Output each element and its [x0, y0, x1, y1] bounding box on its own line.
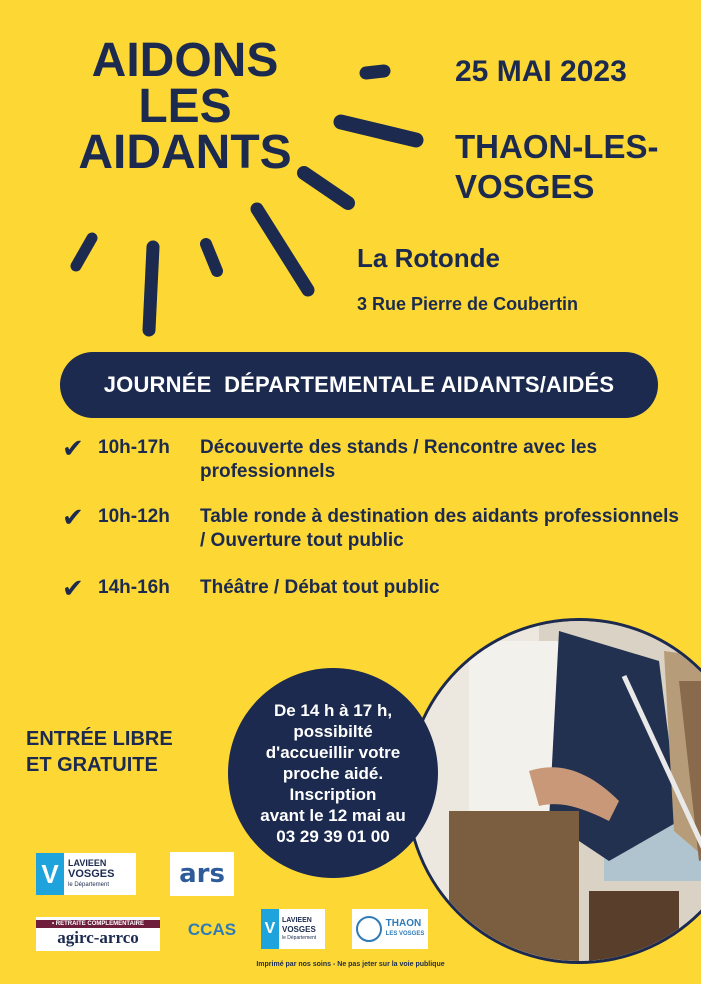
info-line: d'accueillir votre	[265, 742, 401, 762]
banner-text: JOURNÉE DÉPARTEMENTALE AIDANTS/AIDÉS	[103, 372, 615, 397]
free-entry	[26, 726, 173, 778]
event-date: 25 MAI 2023	[455, 55, 627, 88]
caregiver-photo	[409, 621, 701, 961]
ray-1	[366, 71, 384, 73]
logo-ars	[170, 852, 234, 896]
title-line-2: LES	[138, 80, 232, 133]
ray-6	[149, 247, 153, 330]
event-city: THAON-LES-VOSGES	[455, 128, 659, 205]
logo-agirc-arrco	[36, 917, 160, 951]
info-phone: 03 29 39 01 00	[276, 826, 390, 846]
thaon-emblem-icon	[356, 916, 382, 942]
logo-ccas	[181, 911, 243, 949]
info-line: proche aidé.	[282, 763, 384, 783]
event-banner	[60, 352, 658, 418]
ray-4	[257, 209, 308, 290]
info-line: De 14 h à 17 h,	[273, 700, 393, 720]
logo-text: agirc-arrco	[57, 928, 139, 947]
info-line: Inscription	[289, 784, 377, 804]
free-entry-line-1: ENTRÉE LIBRE	[26, 728, 173, 750]
free-entry-line-2: ET GRATUITE	[26, 754, 158, 776]
logo-text: le Département	[68, 881, 110, 888]
schedule-item	[62, 573, 682, 603]
logo-text: LAVIEEN	[68, 857, 107, 868]
footer-note: Imprimé par nos soins - Ne pas jeter sur la voie publique	[256, 961, 445, 968]
ray-3	[304, 173, 348, 203]
logo-text: LAVIEEN	[282, 916, 312, 924]
schedule-desc: Table ronde à destination des aidants professionnels / Ouverture tout public	[200, 506, 679, 551]
logo-text: VOSGES	[68, 867, 115, 880]
check-icon: ✔	[62, 502, 84, 532]
registration-info-circle	[228, 668, 438, 878]
logo-text: ars	[179, 859, 225, 889]
schedule-time: 10h-12h	[98, 506, 170, 527]
logo-thaon	[352, 909, 428, 949]
v-logo-icon: V	[261, 909, 279, 949]
check-icon: ✔	[62, 433, 84, 463]
event-address: 3 Rue Pierre de Coubertin	[357, 294, 579, 314]
schedule-desc: Théâtre / Débat tout public	[200, 577, 440, 598]
logo-vosges-departement	[36, 853, 136, 895]
v-logo-icon: V	[36, 853, 64, 895]
ray-2	[341, 122, 416, 140]
ray-7	[76, 238, 92, 266]
logo-text: VOSGES	[282, 924, 316, 934]
logo-vosges-departement-2	[261, 909, 325, 949]
ray-5	[206, 244, 217, 271]
logo-text: LES VOSGES	[385, 931, 425, 937]
check-icon: ✔	[62, 573, 84, 603]
logo-text: le Département	[282, 934, 317, 941]
schedule-item	[62, 433, 682, 484]
schedule-item	[62, 502, 682, 553]
logo-text: • RETRAITE COMPLEMENTAIRE	[36, 920, 160, 928]
schedule-desc: Découverte des stands / Rencontre avec les professionnels	[200, 437, 598, 482]
schedule-time: 10h-17h	[98, 437, 170, 458]
schedule-time: 14h-16h	[98, 577, 170, 598]
logo-text: THAON	[385, 918, 422, 929]
title-line-1: AIDONS	[91, 34, 279, 87]
info-line: avant le 12 mai au	[260, 805, 406, 825]
photo-circle	[406, 618, 701, 964]
title-line-3: AIDANTS	[78, 126, 292, 179]
logo-text: CCAS	[187, 920, 237, 939]
info-line: possibilté	[293, 721, 373, 741]
event-venue: La Rotonde	[357, 243, 500, 273]
